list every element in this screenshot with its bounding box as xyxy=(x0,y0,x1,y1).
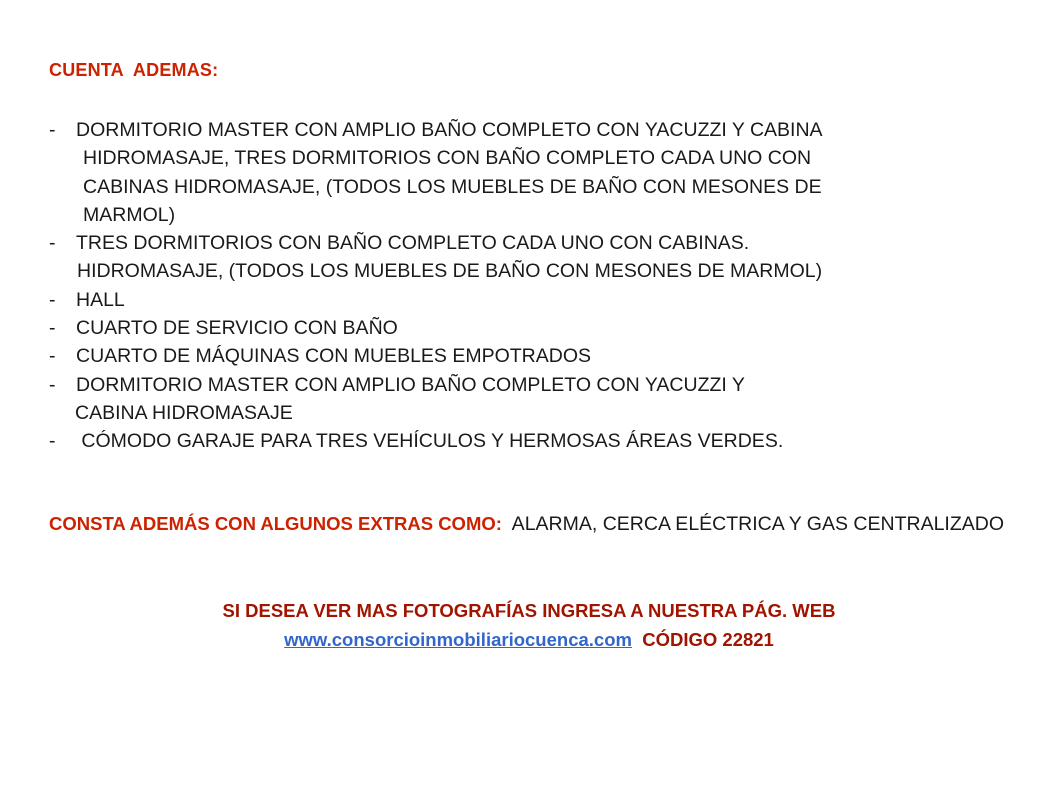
list-dash: - xyxy=(49,232,56,255)
footer-link-line xyxy=(0,625,1058,654)
list-item-line: CABINAS HIDROMASAJE, (TODOS LOS MUEBLES DE BAÑO CON MESONES DE xyxy=(83,175,822,198)
list-dash: - xyxy=(49,119,56,141)
list-dash: - xyxy=(49,373,56,396)
list-dash: - xyxy=(49,317,56,340)
extras-value: ALARMA, CERCA ELÉCTRICA Y GAS CENTRALIZADO xyxy=(501,513,1005,535)
property-code: CÓDIGO 22821 xyxy=(631,629,774,650)
list-item-line: HIDROMASAJE, (TODOS LOS MUEBLES DE BAÑO CON MESONES DE MARMOL) xyxy=(77,260,823,283)
extras-paragraph xyxy=(49,510,1039,539)
list-item-line: DORMITORIO MASTER CON AMPLIO BAÑO COMPLETO CON YACUZZI Y xyxy=(76,373,745,396)
footer xyxy=(0,596,1058,654)
list-item xyxy=(49,229,1039,286)
list-item xyxy=(49,342,1039,370)
list-item-line: DORMITORIO MASTER CON AMPLIO BAÑO COMPLETO CON YACUZZI Y CABINA xyxy=(76,119,823,141)
list-item-line: TRES DORMITORIOS CON BAÑO COMPLETO CADA UNO CON CABINAS. xyxy=(76,232,750,255)
list-item xyxy=(49,116,1039,229)
list-item-line: CUARTO DE MÁQUINAS CON MUEBLES EMPOTRADOS xyxy=(76,345,592,368)
list-item-line: CÓMODO GARAJE PARA TRES VEHÍCULOS Y HERMOSAS ÁREAS VERDES. xyxy=(76,430,784,453)
list-item xyxy=(49,427,1039,455)
feature-list xyxy=(49,116,1039,456)
section-heading: CUENTA ADEMAS: xyxy=(49,60,219,80)
footer-cta: SI DESEA VER MAS FOTOGRAFÍAS INGRESA A NUESTRA PÁG. WEB xyxy=(222,600,836,621)
list-dash: - xyxy=(49,288,56,311)
list-item xyxy=(49,286,1039,314)
list-item-line: CABINA HIDROMASAJE xyxy=(75,401,293,424)
list-item xyxy=(49,371,1039,428)
list-item-line: HIDROMASAJE, TRES DORMITORIOS CON BAÑO COMPLETO CADA UNO CON xyxy=(83,147,812,170)
list-dash: - xyxy=(49,430,56,453)
list-item xyxy=(49,314,1039,342)
website-link[interactable]: www.consorcioinmobiliariocuenca.com xyxy=(284,629,632,650)
list-item-line: CUARTO DE SERVICIO CON BAÑO xyxy=(76,317,398,340)
extras-label: CONSTA ADEMÁS CON ALGUNOS EXTRAS COMO: xyxy=(49,513,502,534)
list-item-line: HALL xyxy=(76,288,125,311)
list-item-line: MARMOL) xyxy=(83,203,176,226)
list-dash: - xyxy=(49,345,56,368)
